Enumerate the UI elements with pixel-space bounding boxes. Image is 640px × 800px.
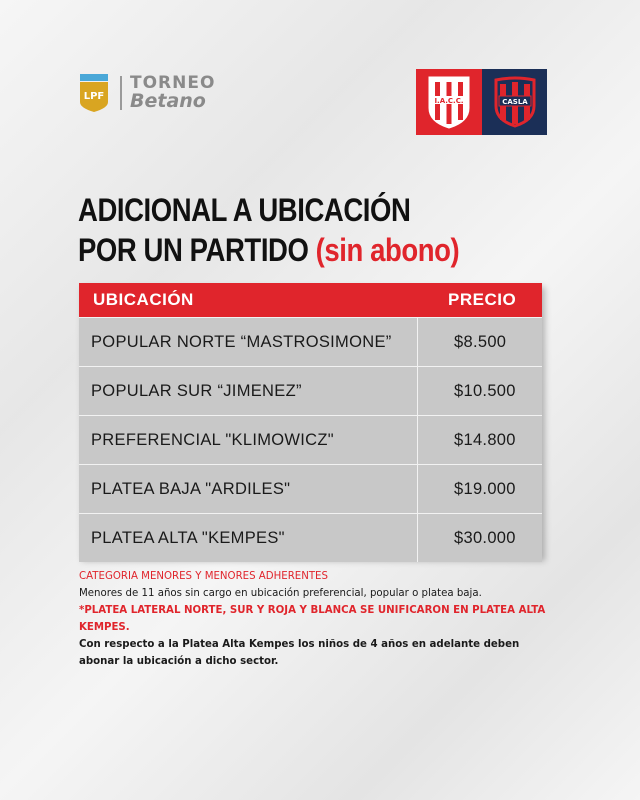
category-title: CATEGORIA MENORES Y MENORES ADHERENTES <box>79 571 328 582</box>
row-location: POPULAR SUR “JIMENEZ” <box>79 367 418 415</box>
price-table <box>79 283 542 562</box>
table-row <box>79 513 542 562</box>
instituto-crest-icon <box>424 74 474 130</box>
unified-note: *PLATEA LATERAL NORTE, SUR Y ROJA Y BLANCA SE UNIFICARON EN PLATEA ALTA KEMPES. <box>79 605 546 633</box>
table-header <box>79 283 542 317</box>
row-price: $30.000 <box>454 528 516 547</box>
row-location: PLATEA ALTA "KEMPES" <box>79 514 418 562</box>
san-lorenzo-crest-icon <box>490 74 540 130</box>
notes-section <box>79 568 559 670</box>
league-branding <box>78 74 215 112</box>
header-precio: PRECIO <box>448 290 517 309</box>
away-crest-tile <box>482 69 547 135</box>
team-crests <box>416 69 547 135</box>
lpf-logo-text: LPF <box>83 91 105 102</box>
tournament-name <box>130 75 215 111</box>
table-row <box>79 317 542 366</box>
divider <box>120 76 122 110</box>
row-location: PLATEA BAJA "ARDILES" <box>79 465 418 513</box>
title-line1: ADICIONAL A UBICACIÓN <box>78 192 411 228</box>
away-crest-initials: CASLA <box>501 98 528 106</box>
row-price: $14.800 <box>454 430 516 449</box>
tournament-line1: TORNEO <box>130 73 216 93</box>
home-crest-tile <box>416 69 482 135</box>
title-line2-main: POR UN PARTIDO <box>78 232 309 268</box>
row-price: $19.000 <box>454 479 516 498</box>
kempes-kids-note: Con respecto a la Platea Alta Kempes los niños de 4 años en adelante deben abonar la ubicación a dicho sector. <box>79 639 520 667</box>
tournament-sponsor: Betano <box>130 90 206 112</box>
page-title <box>78 190 459 270</box>
table-row <box>79 415 542 464</box>
table-row <box>79 366 542 415</box>
title-line2 <box>78 230 459 270</box>
row-price: $8.500 <box>454 332 507 351</box>
header-ubicacion: UBICACIÓN <box>93 290 194 309</box>
row-location: POPULAR NORTE “MASTROSIMONE” <box>79 318 418 366</box>
lpf-logo <box>78 74 110 112</box>
title-line2-accent: (sin abono) <box>315 232 460 268</box>
table-row <box>79 464 542 513</box>
row-location: PREFERENCIAL "KLIMOWICZ" <box>79 416 418 464</box>
row-price: $10.500 <box>454 381 516 400</box>
minors-note: Menores de 11 años sin cargo en ubicación preferencial, popular o platea baja. <box>79 588 482 599</box>
home-crest-initials: I.A.C.C. <box>434 97 464 105</box>
